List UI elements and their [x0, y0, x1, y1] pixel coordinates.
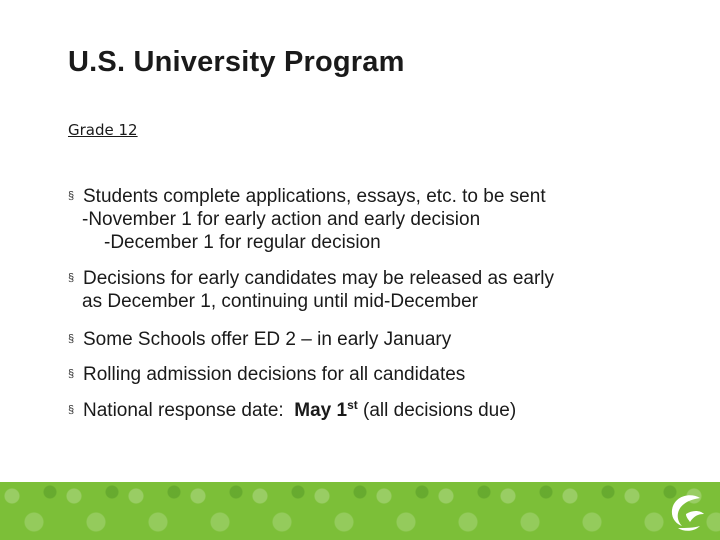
slide-subtitle: Grade 12 [68, 121, 138, 139]
bullet-text: Decisions for early candidates may be released as early [83, 268, 555, 289]
bullet-subline-early: -November 1 for early action and early decision [82, 209, 481, 230]
bullet-early-decisions [68, 267, 554, 313]
bullet-marker: § [68, 190, 75, 202]
response-date-highlight [294, 400, 357, 421]
leaf-swirl-logo-icon [664, 488, 710, 534]
bullet-text-prefix: National response date: [83, 400, 295, 421]
bullet-marker: § [68, 333, 75, 345]
bullet-response-date [68, 399, 516, 422]
bullet-text: Rolling admission decisions for all candidates [83, 364, 466, 385]
bullet-ed2 [68, 328, 451, 351]
bullet-text: Students complete applications, essays, etc. to be sent [83, 186, 546, 207]
footer-band [0, 482, 720, 540]
response-date-ordinal: st [347, 398, 358, 412]
bullet-continuation: as December 1, continuing until mid-December [82, 291, 479, 312]
bullet-text-suffix: (all decisions due) [357, 400, 517, 421]
bullet-marker: § [68, 368, 75, 380]
bullet-marker: § [68, 272, 75, 284]
bullet-text: Some Schools offer ED 2 – in early January [83, 329, 452, 350]
bullet-marker: § [68, 404, 75, 416]
bullet-subline-regular: -December 1 for regular decision [104, 232, 381, 253]
bullet-applications [68, 185, 546, 254]
slide-title: U.S. University Program [68, 46, 405, 78]
response-date-main: May 1 [294, 400, 348, 421]
bullet-rolling-admission [68, 363, 465, 386]
